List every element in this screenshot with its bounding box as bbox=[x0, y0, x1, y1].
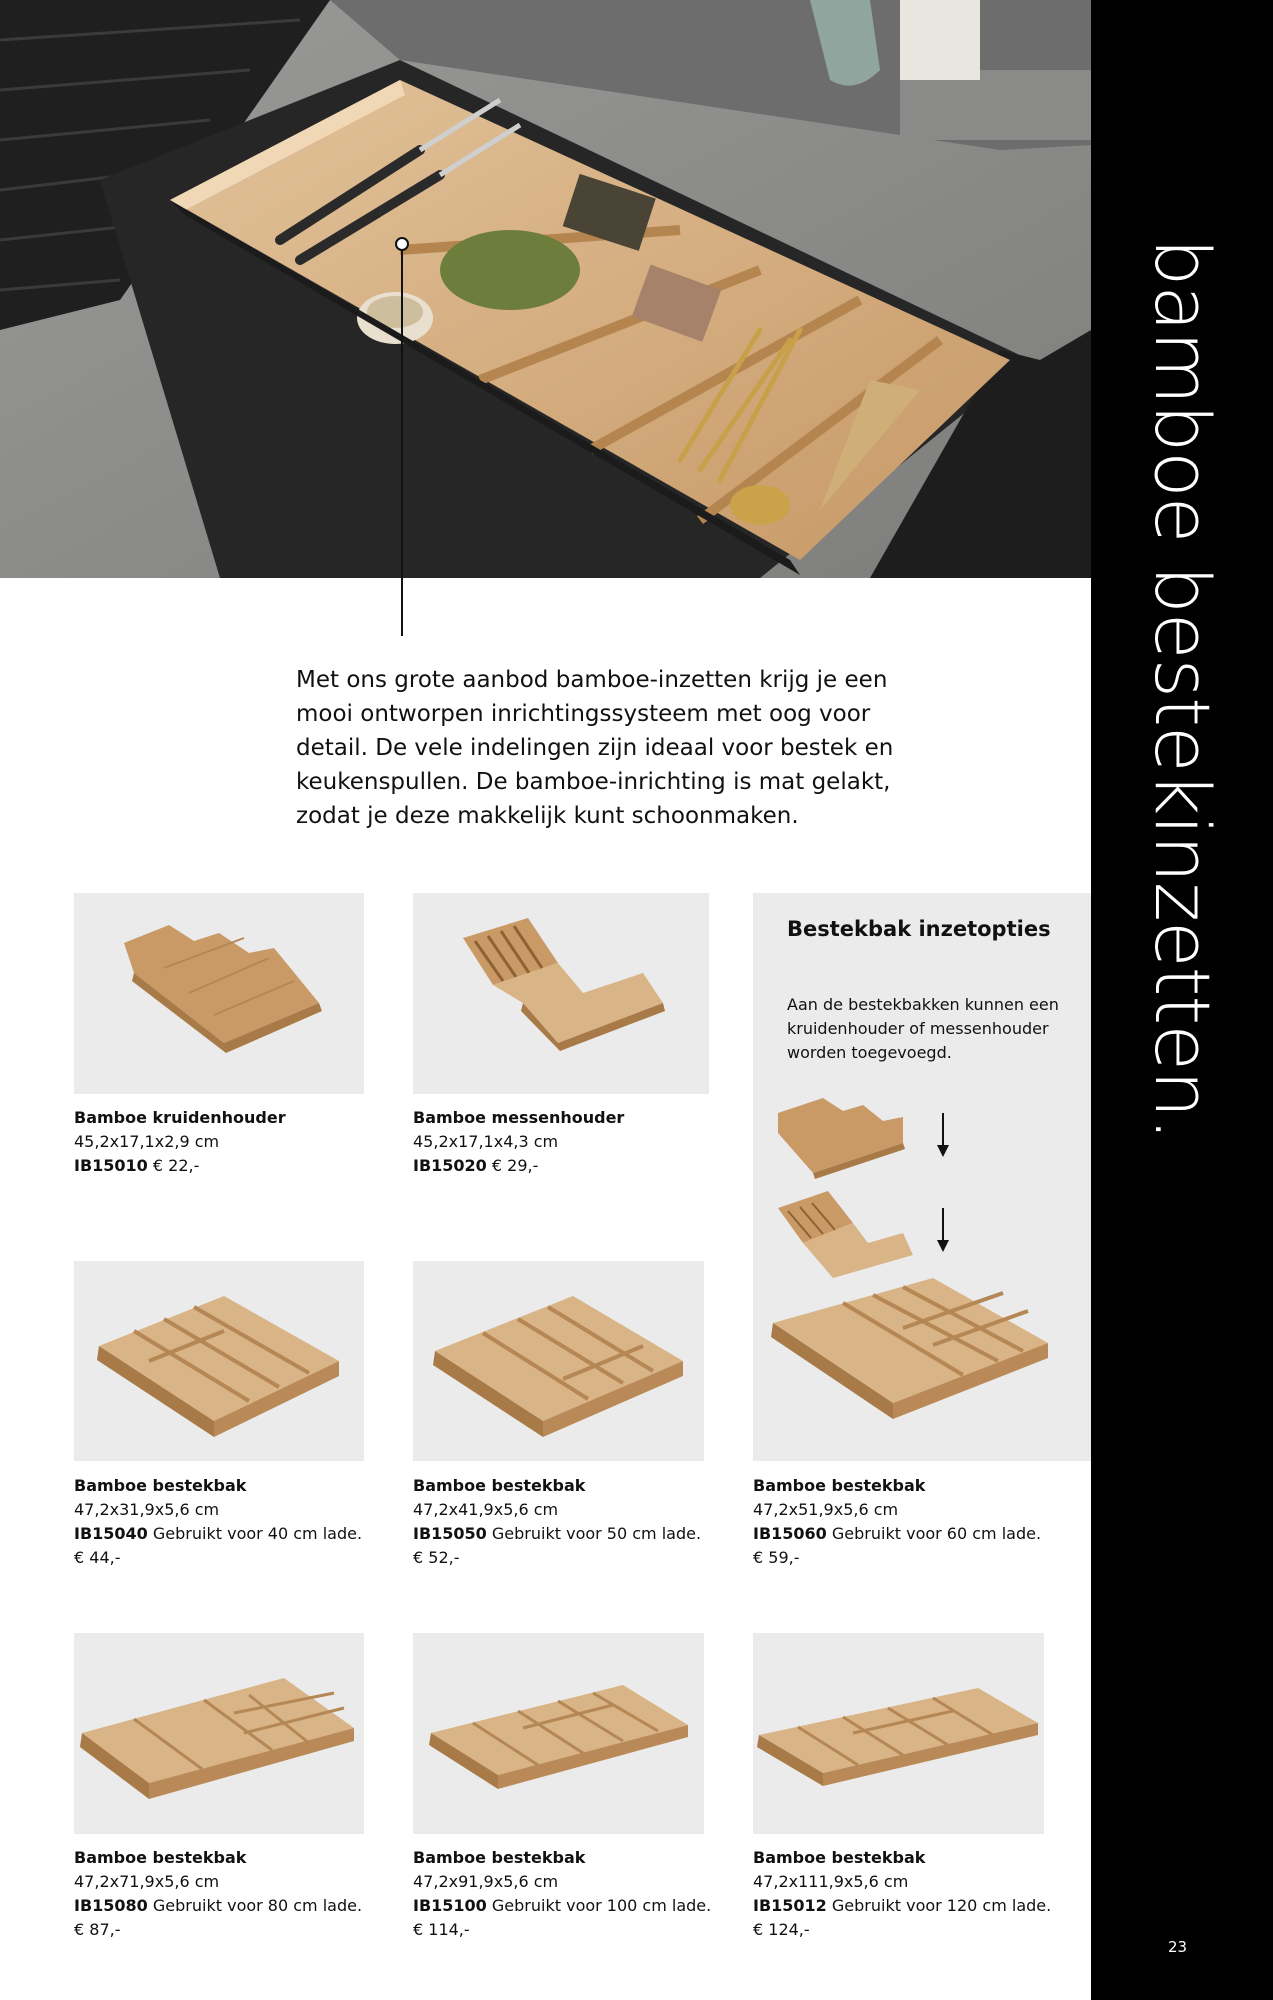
product-label bbox=[74, 1106, 394, 1178]
product-name: Bamboe bestekbak bbox=[74, 1476, 247, 1495]
arrow-down-icon bbox=[937, 1145, 949, 1157]
product-label bbox=[413, 1106, 733, 1178]
product-dims: 47,2x31,9x5,6 cm bbox=[74, 1500, 220, 1519]
product-price: € 124,- bbox=[753, 1920, 810, 1939]
product-name: Bamboe kruidenhouder bbox=[74, 1108, 286, 1127]
product-code: IB15012 bbox=[753, 1896, 827, 1915]
product-code: IB15020 bbox=[413, 1156, 487, 1175]
product-dims: 47,2x111,9x5,6 cm bbox=[753, 1872, 909, 1891]
product-name: Bamboe bestekbak bbox=[753, 1848, 926, 1867]
product-label bbox=[413, 1474, 733, 1570]
product-label bbox=[74, 1846, 394, 1942]
product-dims: 47,2x41,9x5,6 cm bbox=[413, 1500, 559, 1519]
product-name: Bamboe bestekbak bbox=[413, 1476, 586, 1495]
product-dims: 47,2x51,9x5,6 cm bbox=[753, 1500, 899, 1519]
options-title: Bestekbak inzetopties bbox=[787, 917, 1051, 941]
product-label bbox=[74, 1474, 394, 1570]
product-code: IB15010 bbox=[74, 1156, 148, 1175]
product-price: € 29,- bbox=[491, 1156, 539, 1175]
product-image-bestekbak-50 bbox=[413, 1261, 704, 1461]
page-number: 23 bbox=[1168, 1938, 1188, 1956]
product-image-bestekbak-80 bbox=[74, 1633, 364, 1834]
product-usage: Gebruikt voor 40 cm lade. bbox=[152, 1524, 363, 1543]
product-usage: Gebruikt voor 100 cm lade. bbox=[491, 1896, 712, 1915]
intro-text: Met ons grote aanbod bamboe-inzetten krijg je een mooi ontworpen inrichtingssysteem met oog voor detail. De vele indelingen zijn ideaal voor bestek en keukenspullen. De bamboe-inrichting is mat gelakt, zodat je deze makkelijk kunt schoonmaken. bbox=[296, 667, 894, 829]
product-dims: 45,2x17,1x4,3 cm bbox=[413, 1132, 559, 1151]
product-price: € 44,- bbox=[74, 1548, 121, 1567]
product-dims: 47,2x91,9x5,6 cm bbox=[413, 1872, 559, 1891]
callout-line bbox=[401, 244, 403, 636]
product-code: IB15040 bbox=[74, 1524, 148, 1543]
vertical-title: bamboe bestekinzetten. bbox=[1138, 238, 1227, 1141]
arrow-down-icon bbox=[937, 1240, 949, 1252]
product-code: IB15060 bbox=[753, 1524, 827, 1543]
product-image-bestekbak-100 bbox=[413, 1633, 704, 1834]
options-text: Aan de bestekbakken kunnen een kruidenhouder of messenhouder worden toegevoegd. bbox=[787, 995, 1059, 1062]
product-name: Bamboe bestekbak bbox=[74, 1848, 247, 1867]
product-code: IB15080 bbox=[74, 1896, 148, 1915]
options-panel bbox=[753, 893, 1091, 1461]
product-usage: Gebruikt voor 80 cm lade. bbox=[152, 1896, 363, 1915]
product-label bbox=[753, 1474, 1073, 1570]
product-usage: Gebruikt voor 120 cm lade. bbox=[831, 1896, 1052, 1915]
product-name: Bamboe bestekbak bbox=[413, 1848, 586, 1867]
product-price: € 52,- bbox=[413, 1548, 460, 1567]
product-code: IB15100 bbox=[413, 1896, 487, 1915]
product-label bbox=[753, 1846, 1073, 1942]
product-price: € 59,- bbox=[753, 1548, 800, 1567]
product-dims: 45,2x17,1x2,9 cm bbox=[74, 1132, 220, 1151]
product-price: € 87,- bbox=[74, 1920, 121, 1939]
product-usage: Gebruikt voor 50 cm lade. bbox=[491, 1524, 702, 1543]
product-usage: Gebruikt voor 60 cm lade. bbox=[831, 1524, 1042, 1543]
product-image-messenhouder bbox=[413, 893, 709, 1094]
product-name: Bamboe messenhouder bbox=[413, 1108, 625, 1127]
product-price: € 22,- bbox=[152, 1156, 200, 1175]
product-label bbox=[413, 1846, 733, 1942]
product-code: IB15050 bbox=[413, 1524, 487, 1543]
product-image-bestekbak-120 bbox=[753, 1633, 1044, 1834]
options-illustration bbox=[753, 1083, 1091, 1461]
callout-dot bbox=[395, 237, 409, 251]
product-image-kruidenhouder bbox=[74, 893, 364, 1094]
product-image-bestekbak-40 bbox=[74, 1261, 364, 1461]
hero-photo bbox=[0, 0, 1091, 578]
product-price: € 114,- bbox=[413, 1920, 470, 1939]
product-dims: 47,2x71,9x5,6 cm bbox=[74, 1872, 220, 1891]
product-name: Bamboe bestekbak bbox=[753, 1476, 926, 1495]
